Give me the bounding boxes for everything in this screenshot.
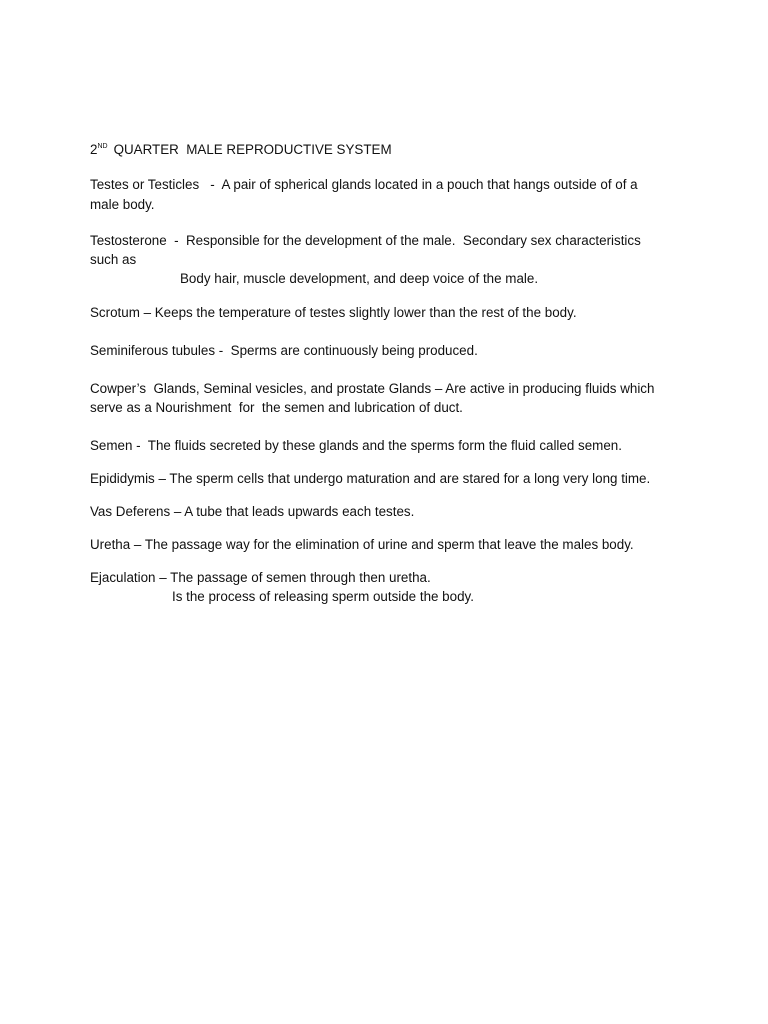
entry-line: Vas Deferens – A tube that leads upwards each testes. bbox=[90, 504, 415, 519]
entry-testes bbox=[90, 175, 710, 216]
document-page bbox=[90, 140, 710, 621]
heading-ordinal-suffix: ND bbox=[97, 143, 108, 150]
entry-line: Body hair, muscle development, and deep voice of the male. bbox=[180, 271, 539, 286]
entry-ejaculation bbox=[90, 568, 710, 606]
entry-line: Testes or Testicles - A pair of spherical glands located in a pouch that hangs outside of of a bbox=[90, 177, 638, 192]
entry-line: such as bbox=[90, 252, 137, 267]
entry-line: Scrotum – Keeps the temperature of testes slightly lower than the rest of the body. bbox=[90, 305, 577, 320]
entry-line: Epididymis – The sperm cells that undergo maturation and are stared for a long very long time. bbox=[90, 471, 651, 486]
entry-uretha bbox=[90, 535, 710, 554]
entry-epididymis bbox=[90, 469, 710, 488]
entry-testosterone bbox=[90, 231, 710, 288]
page-title bbox=[90, 140, 710, 159]
entry-vas-deferens bbox=[90, 502, 710, 521]
entry-line: Is the process of releasing sperm outside the body. bbox=[172, 589, 474, 604]
entry-semen bbox=[90, 436, 710, 455]
entry-line: Cowper’s Glands, Seminal vesicles, and prostate Glands – Are active in producing fluids which bbox=[90, 381, 655, 396]
entry-line: Uretha – The passage way for the elimination of urine and sperm that leave the males body. bbox=[90, 537, 634, 552]
heading-title: QUARTER MALE REPRODUCTIVE SYSTEM bbox=[113, 142, 392, 157]
entry-cowpers-glands bbox=[90, 379, 710, 417]
entry-line: male body. bbox=[90, 197, 155, 212]
entry-line: Ejaculation – The passage of semen through then uretha. bbox=[90, 570, 431, 585]
entry-line: Seminiferous tubules - Sperms are continuously being produced. bbox=[90, 343, 478, 358]
entry-line: Semen - The fluids secreted by these glands and the sperms form the fluid called semen. bbox=[90, 438, 622, 453]
heading-ordinal: 2 bbox=[90, 142, 98, 157]
entry-line: serve as a Nourishment for the semen and lubrication of duct. bbox=[90, 400, 463, 415]
entry-line: Testosterone - Responsible for the development of the male. Secondary sex characteristics bbox=[90, 233, 641, 248]
entry-seminiferous-tubules bbox=[90, 341, 710, 360]
entry-scrotum bbox=[90, 303, 710, 322]
